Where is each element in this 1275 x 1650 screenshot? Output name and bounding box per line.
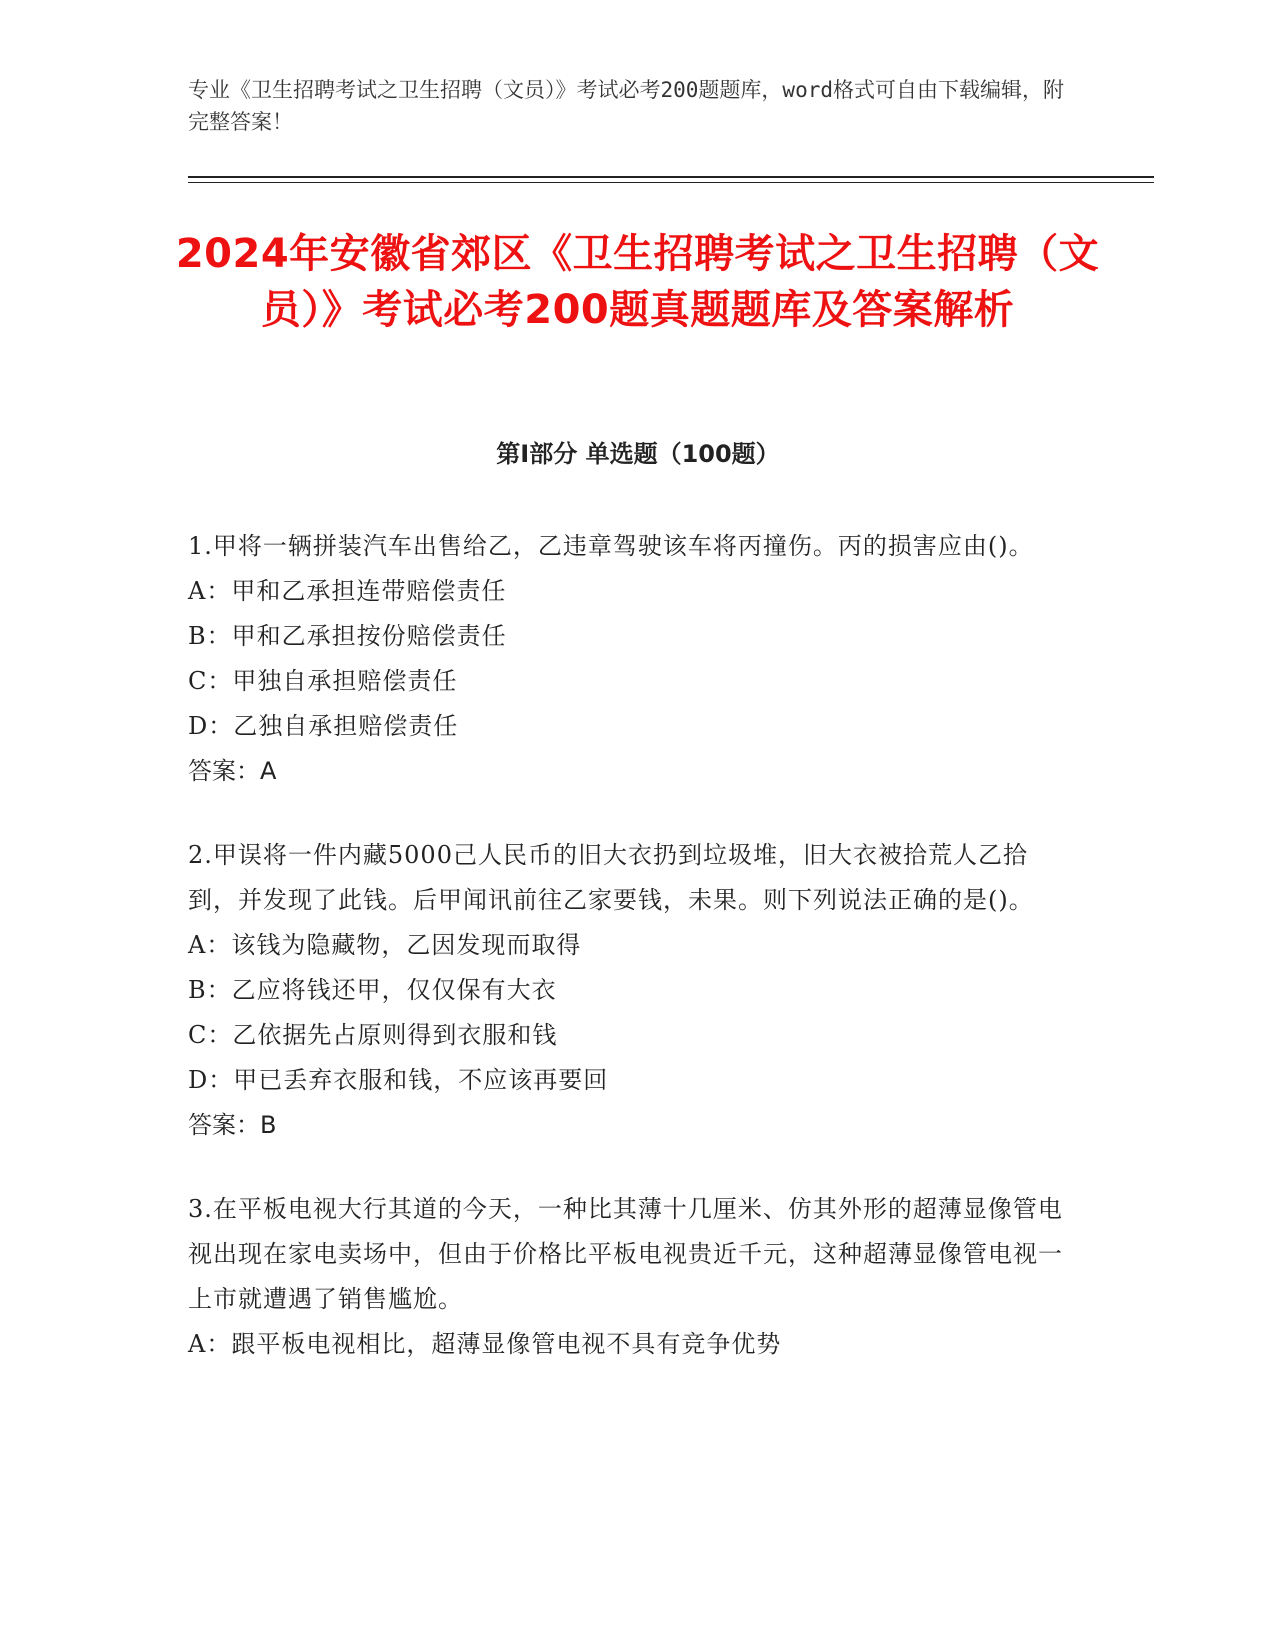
question-option: D：甲已丢弃衣服和钱，不应该再要回	[188, 1066, 609, 1094]
question-option: B：乙应将钱还甲，仅仅保有大衣	[188, 976, 557, 1004]
question-option: C：甲独自承担赔偿责任	[188, 667, 458, 695]
question-list	[188, 524, 1068, 1406]
header-divider-thin	[188, 182, 1154, 183]
question-option: A：跟平板电视相比，超薄显像管电视不具有竞争优势	[188, 1330, 782, 1358]
question-text: 3.在平板电视大行其道的今天，一种比其薄十几厘米、仿其外形的超薄显像管电视出现在家电卖场中，但由于价格比平板电视贵近千元，这种超薄显像管电视一上市就遭遇了销售尴尬。	[188, 1195, 1063, 1313]
document-title: 2024年安徽省郊区《卫生招聘考试之卫生招聘（文员）》考试必考200题真题题库及答案解析	[175, 231, 1100, 333]
question-item	[188, 524, 1068, 794]
question-option: A：该钱为隐藏物，乙因发现而取得	[188, 931, 582, 959]
question-item	[188, 1187, 1068, 1367]
question-item	[188, 833, 1068, 1148]
question-text: 1.甲将一辆拼装汽车出售给乙，乙违章驾驶该车将丙撞伤。丙的损害应由()。	[188, 532, 1034, 560]
question-answer: 答案：A	[188, 757, 277, 785]
header-note: 专业《卫生招聘考试之卫生招聘（文员）》考试必考200题题库，word格式可自由下载编辑，附完整答案！	[188, 78, 1064, 134]
question-option: C：乙依据先占原则得到衣服和钱	[188, 1021, 558, 1049]
header-divider-thick	[188, 176, 1154, 178]
question-answer: 答案：B	[188, 1111, 277, 1139]
section-title: 第I部分 单选题（100题）	[496, 440, 780, 468]
question-option: D：乙独自承担赔偿责任	[188, 712, 459, 740]
question-option: B：甲和乙承担按份赔偿责任	[188, 622, 507, 650]
question-option: A：甲和乙承担连带赔偿责任	[188, 577, 507, 605]
question-text: 2.甲误将一件内藏5000己人民币的旧大衣扔到垃圾堆，旧大衣被拾荒人乙拾到，并发现了此钱。后甲闻讯前往乙家要钱，未果。则下列说法正确的是()。	[188, 841, 1034, 914]
